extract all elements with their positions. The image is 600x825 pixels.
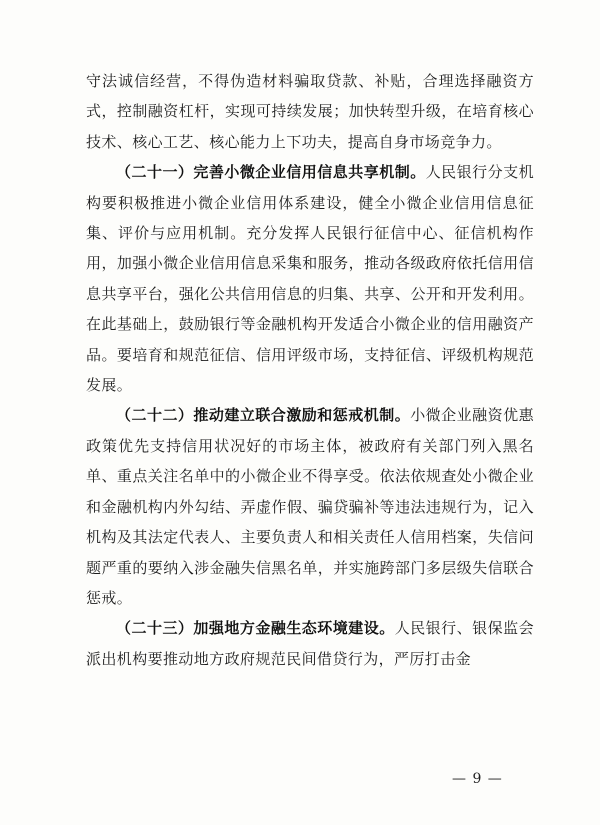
section-heading-21: （二十一）完善小微企业信用信息共享机制。 <box>116 163 426 182</box>
paragraph-text: 守法诚信经营，不得伪造材料骗取贷款、补贴，合理选择融资方式，控制融资杠杆，实现可持续发展；加快转型升级，在培育核心技术、核心工艺、核心能力上下功夫，提高自身市场竞争力。 <box>86 72 534 151</box>
paragraph-continuation <box>86 66 534 157</box>
paragraph-22 <box>86 400 534 613</box>
paragraph-text: 人民银行、银保监会派出机构要推动地方政府规范民间借贷行为，严厉打击金 <box>86 619 534 668</box>
paragraph-23 <box>86 613 534 674</box>
section-heading-22: （二十二）推动建立联合激励和惩戒机制。 <box>116 406 411 425</box>
page-number: — 9 — <box>452 771 503 787</box>
body-text <box>86 66 534 674</box>
paragraph-21 <box>86 157 534 400</box>
paragraph-text: 小微企业融资优惠政策优先支持信用状况好的市场主体，被政府有关部门列入黑名单、重点关注名单中的小微企业不得享受。依法依规查处小微企业和金融机构内外勾结、弄虚作假、骗贷骗补等违法违规行为，记入机构及其法定代表人、主要负责人和相关责任人信用档案，失信问题严重的要纳入涉金融失信黑名单，并实施跨部门多层级失信联合惩戒。 <box>86 406 534 607</box>
section-heading-23: （二十三）加强地方金融生态环境建设。 <box>116 619 395 638</box>
paragraph-text: 人民银行分支机构要积极推进小微企业信用体系建设，健全小微企业信用信息征集、评价与应用机制。充分发挥人民银行征信中心、征信机构作用，加强小微企业信用信息采集和服务，推动各级政府依托信用信息共享平台，强化公共信用信息的归集、共享、公开和开发利用。在此基础上，鼓励银行等金融机构开发适合小微企业的信用融资产品。要培育和规范征信、信用评级市场，支持征信、评级机构规范发展。 <box>86 163 534 395</box>
